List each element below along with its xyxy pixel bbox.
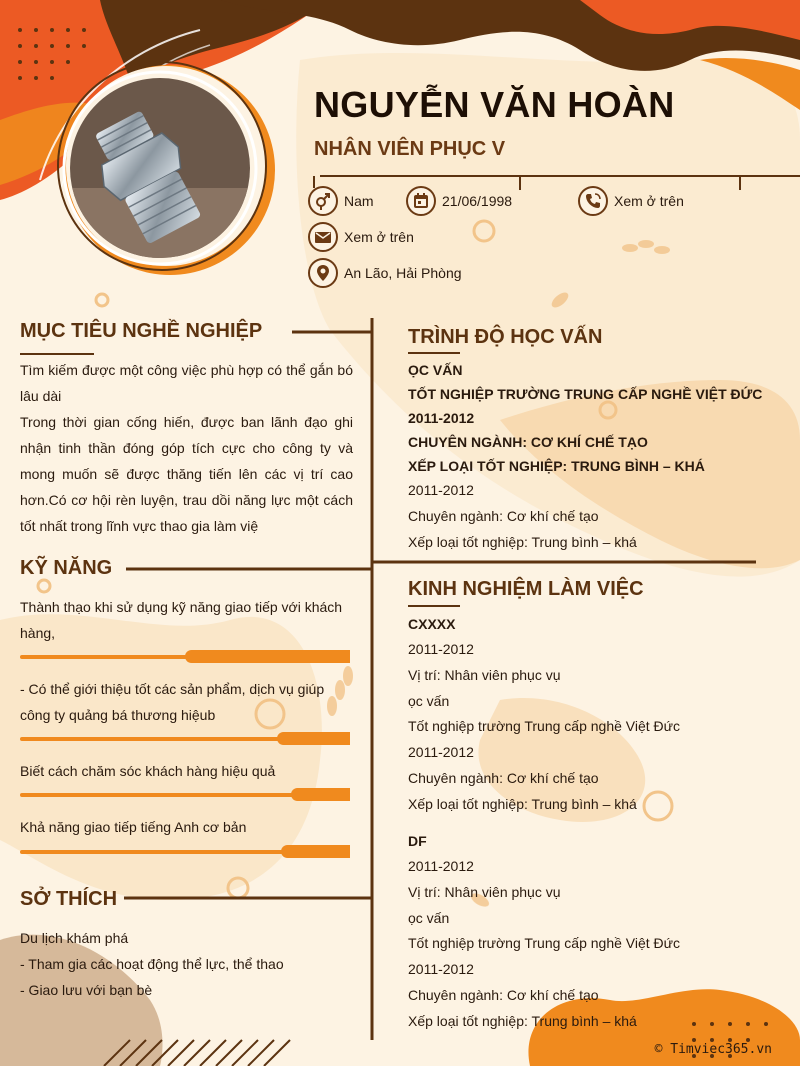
candidate-name: NGUYỄN VĂN HOÀN (314, 84, 675, 125)
experience-company: DF (408, 833, 427, 849)
location-pin-icon (308, 258, 338, 288)
education-section (408, 358, 762, 555)
calendar-icon (406, 186, 436, 216)
birthday-item (406, 186, 512, 216)
experience-entry (408, 611, 680, 818)
hobbies-list (20, 925, 284, 1003)
mail-icon (308, 222, 338, 252)
experience-line: Tốt nghiệp trường Trung cấp nghề Việt Đức (408, 935, 681, 952)
education-line: Xếp loại tốt nghiệp: Trung bình – khá (408, 533, 637, 550)
gender-value: Nam (344, 193, 374, 209)
experience-line: Xếp loại tốt nghiệp: Trung bình – khá (408, 1012, 637, 1029)
hobby-item: - Tham gia các hoạt động thể lực, thể thao (20, 956, 284, 972)
education-line: 2011-2012 (408, 410, 475, 426)
experience-line: Xếp loại tốt nghiệp: Trung bình – khá (408, 795, 637, 812)
experience-line: 2011-2012 (408, 641, 474, 657)
skill-bar (20, 788, 350, 801)
skill-bar (20, 650, 350, 663)
objective-paragraph: Trong thời gian cống hiến, được ban lãnh đạo ghi nhận tinh thần đóng góp tích cực cho công ty và mong muốn sẽ được thăng tiến lên các vị trí cao hơn.Có cơ hội rèn luyện, trau dồi năng lực một cách tốt nhất trong lĩnh vực thao gia làm việ (20, 414, 353, 534)
experience-line: Vị trí: Nhân viên phục vụ (408, 666, 561, 683)
experience-line: 2011-2012 (408, 744, 474, 761)
experience-line: ọc vấn (408, 692, 450, 709)
experience-title: KINH NGHIỆM LÀM VIỆC (408, 578, 644, 600)
skill-bar (20, 845, 350, 858)
experience-entry (408, 828, 680, 1035)
skill-bar (20, 732, 350, 745)
phone-value: Xem ở trên (614, 193, 684, 209)
experience-line: Chuyên ngành: Cơ khí chế tạo (408, 769, 599, 786)
education-line: 2011-2012 (408, 482, 474, 498)
hobbies-title: SỞ THÍCH (20, 888, 118, 910)
skill-item (20, 758, 350, 784)
skill-level (281, 845, 350, 858)
experience-line: 2011-2012 (408, 858, 474, 874)
skill-item (20, 814, 350, 840)
experience-line: Tốt nghiệp trường Trung cấp nghề Việt Đức (408, 718, 681, 735)
skill-text: Khả năng giao tiếp tiếng Anh cơ bản (20, 819, 247, 835)
skill-item (20, 594, 350, 646)
experience-company: CXXXX (408, 616, 456, 632)
skill-text: Biết cách chăm sóc khách hàng hiệu quả (20, 763, 276, 779)
skill-level (277, 732, 350, 745)
skills-title: KỸ NĂNG (20, 557, 113, 579)
experience-line: 2011-2012 (408, 961, 474, 978)
objective-section (20, 357, 353, 539)
email-value: Xem ở trên (344, 229, 414, 245)
birthday-value: 21/06/1998 (442, 193, 513, 209)
hobby-item: Du lịch khám phá (20, 930, 129, 946)
avatar (70, 78, 250, 258)
education-title: TRÌNH ĐỘ HỌC VẤN (408, 326, 603, 348)
gender-item (308, 186, 374, 216)
skill-level (291, 788, 350, 801)
email-item (308, 222, 414, 252)
experience-line: Vị trí: Nhân viên phục vụ (408, 883, 561, 900)
education-line: TỐT NGHIỆP TRƯỜNG TRUNG CẤP NGHỀ VIỆT ĐỨC (408, 386, 763, 402)
education-line: CHUYÊN NGÀNH: CƠ KHÍ CHẾ TẠO (408, 434, 648, 450)
experience-line: Chuyên ngành: Cơ khí chế tạo (408, 986, 599, 1003)
education-school: ỌC VẤN (408, 362, 463, 378)
skill-level (185, 650, 350, 663)
skill-text: - Có thể giới thiệu tốt các sản phẩm, dịch vụ giúp công ty quảng bá thương hiệub (20, 681, 325, 723)
phone-icon (578, 186, 608, 216)
hobby-item: - Giao lưu với bạn bè (20, 982, 153, 998)
job-title: NHÂN VIÊN PHỤC V (314, 138, 506, 160)
skill-item (20, 676, 350, 728)
skill-text: Thành thạo khi sử dụng kỹ năng giao tiếp với khách hàng, (20, 599, 343, 641)
objective-paragraph: Tìm kiếm được một công việc phù hợp có thể gắn bó lâu dài (20, 362, 353, 404)
gender-icon (308, 186, 338, 216)
objective-title: MỤC TIÊU NGHỀ NGHIỆP (20, 320, 263, 342)
address-value: An Lão, Hải Phòng (344, 265, 462, 281)
address-item (308, 258, 462, 288)
phone-item (578, 186, 684, 216)
experience-line: ọc vấn (408, 909, 450, 926)
watermark: © Timviec365.vn (654, 1042, 772, 1057)
education-line: XẾP LOẠI TỐT NGHIỆP: TRUNG BÌNH – KHÁ (408, 458, 705, 474)
education-line: Chuyên ngành: Cơ khí chế tạo (408, 507, 599, 524)
